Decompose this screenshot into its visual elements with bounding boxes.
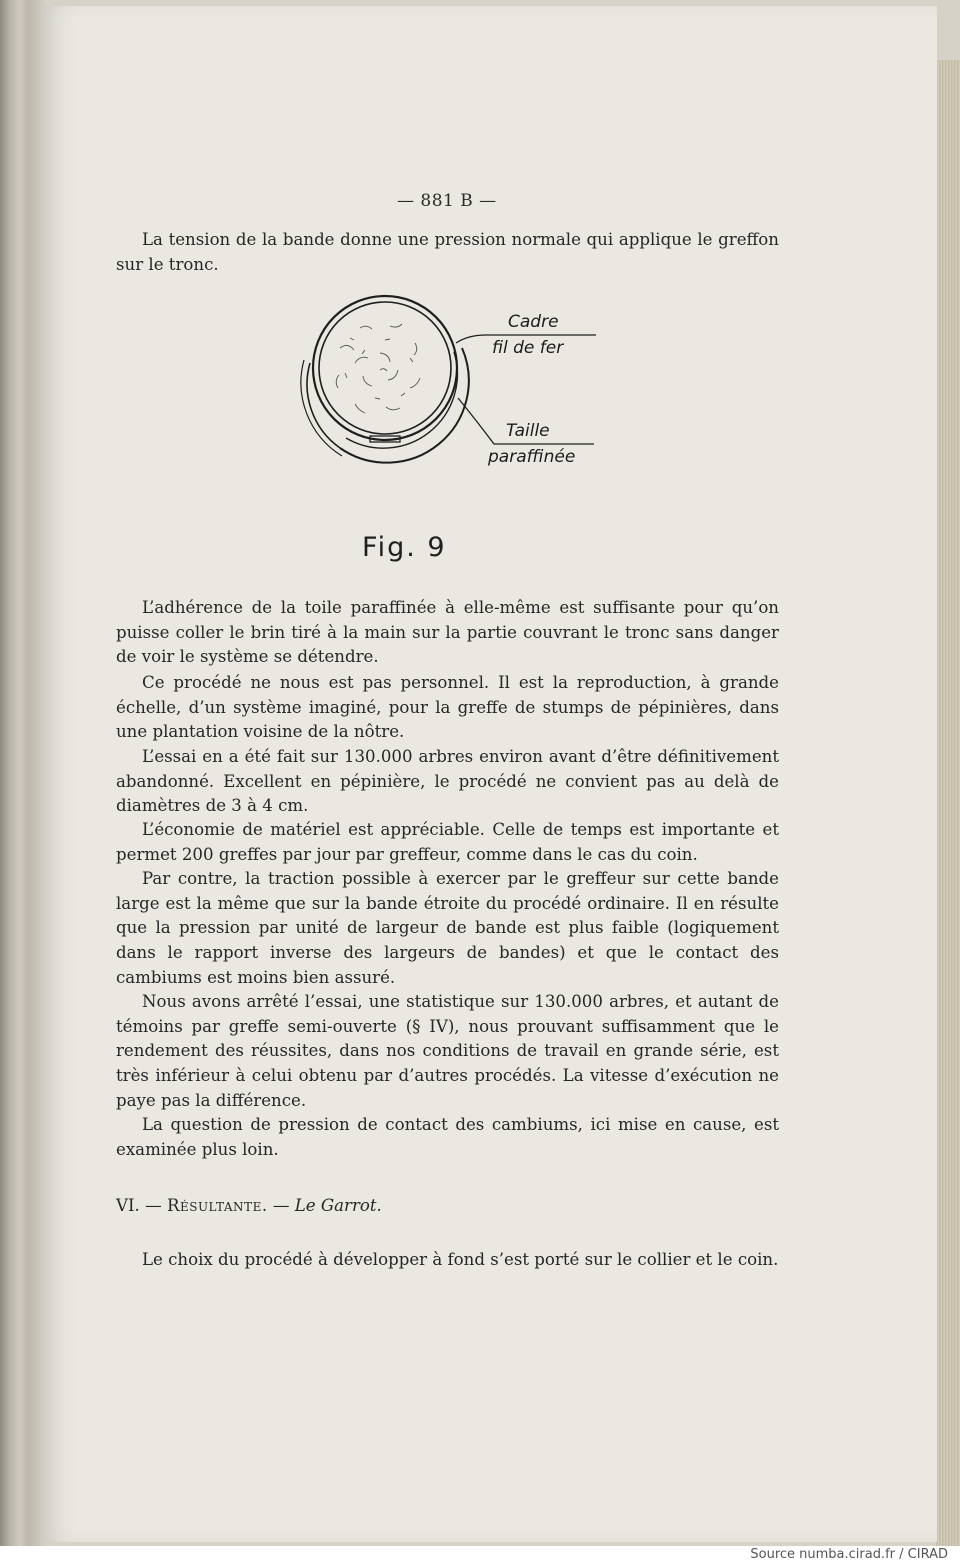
section-dash: —: [272, 1196, 290, 1215]
paragraph-question: La question de pression de contact des cambiums, ici mise en cause, est examinée plus loin.: [116, 1115, 779, 1159]
section-number: VI. —: [116, 1196, 162, 1215]
page-number: — 881 B —: [397, 191, 497, 211]
section-heading: [116, 1196, 382, 1215]
paragraph-essai: L’essai en a été fait sur 130.000 arbres environ avant d’être définitivement abandonné. Excellent en pépinière, le procédé ne convient pas au delà de diamètres de 3 à 4 cm.: [116, 747, 779, 816]
label-frame-line2: fil de fer: [492, 338, 564, 358]
source-credit: Source numba.cirad.fr / CIRAD: [750, 1547, 948, 1562]
paragraph-procede: Ce procédé ne nous est pas personnel. Il est la reproduction, à grande échelle, d’un système imaginé, pour la greffe de stumps de pépinières, dans une plantation voisine de la nôtre.: [116, 673, 779, 742]
left-page-edges: [0, 0, 48, 1546]
figure-9-drawing: [280, 288, 620, 508]
outer-ring: [313, 296, 457, 440]
right-page-edges: [936, 60, 960, 1546]
label-cut-line1: Taille: [506, 421, 550, 441]
paragraph-economie: L’économie de matériel est appréciable. Celle de temps est importante et permet 200 greffes par jour par greffeur, comme dans le cas du coin.: [116, 820, 779, 864]
inner-ring: [319, 302, 451, 434]
label-frame-line1: Cadre: [508, 312, 559, 332]
closing-paragraph: Le choix du procédé à développer à fond s’est porté sur le collier et le coin.: [142, 1250, 779, 1269]
section-subtitle: Le Garrot.: [294, 1196, 382, 1215]
paragraph-adherence: L’adhérence de la toile paraffinée à elle-même est suffisante pour qu’on puisse coller le brin tiré à la main sur la partie couvrant le tronc sans danger de voir le système se détendre.: [116, 598, 779, 667]
paraffined-wrap-inner: [346, 352, 457, 448]
section-title: Résultante.: [166, 1196, 268, 1215]
trunk-texture: [336, 324, 420, 413]
paragraph-statistique: Nous avons arrêté l’essai, une statistique sur 130.000 arbres, et autant de témoins par greffe semi-ouverte (§ IV), nous prouvant suffisamment que le rendement des réussites, dans nos conditions de travail en grande série, est très inférieur à celui obtenu par d’autres procédés. La vitesse d’exécution ne paye pas la différence.: [116, 992, 779, 1110]
paragraph-traction: Par contre, la traction possible à exercer par le greffeur sur cette bande large est la même que sur la bande étroite du procédé ordinaire. Il en résulte que la pression par unité de largeur de bande est plus faible (logiquement dans le rapport inverse des largeurs de bandes) et que le contact des cambiums est moins bien assuré.: [116, 869, 779, 987]
intro-paragraph: La tension de la bande donne une pression normale qui applique le greffon sur le tronc.: [116, 230, 779, 274]
figure-caption: Fig. 9: [362, 532, 447, 563]
label-cut-line2: paraffinée: [488, 447, 576, 467]
